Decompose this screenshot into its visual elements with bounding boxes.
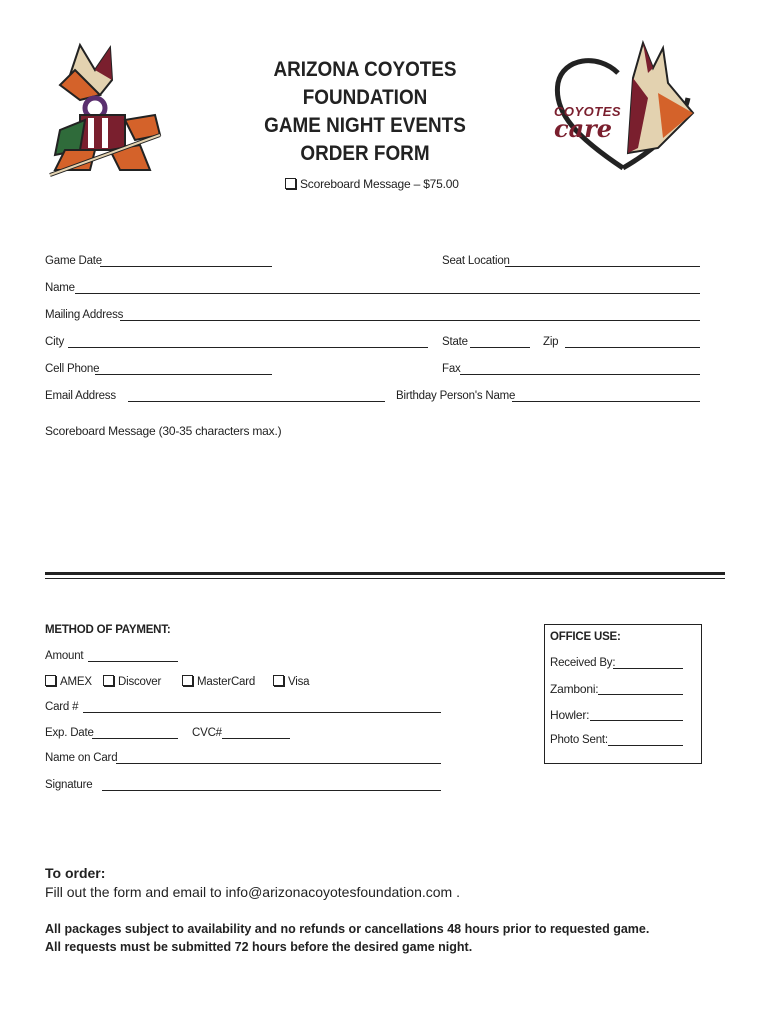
section-divider xyxy=(45,572,725,575)
checkbox-icon[interactable] xyxy=(273,675,284,686)
logo-text-coyotes: COYOTES xyxy=(554,104,622,119)
mailing-address-field[interactable] xyxy=(120,320,700,321)
scoreboard-message-area[interactable] xyxy=(45,442,700,562)
cell-phone-field[interactable] xyxy=(95,374,272,375)
birthday-name-label: Birthday Person's Name xyxy=(396,390,516,402)
card-number-field[interactable] xyxy=(83,712,441,713)
zip-label: Zip xyxy=(543,336,559,348)
cvc-field[interactable] xyxy=(222,738,290,739)
order-instructions: Fill out the form and email to info@arizonacoyotesfoundation.com . xyxy=(45,884,460,900)
cvc-label: CVC# xyxy=(192,727,222,739)
photo-sent-field[interactable] xyxy=(608,745,683,746)
game-date-label: Game Date xyxy=(45,255,103,267)
to-order-heading: To order: xyxy=(45,865,106,881)
mailing-address-label: Mailing Address xyxy=(45,309,124,321)
signature-field[interactable] xyxy=(102,790,441,791)
zip-field[interactable] xyxy=(565,347,700,348)
name-on-card-label: Name on Card xyxy=(45,752,118,764)
title-line-1: ARIZONA COYOTES FOUNDATION xyxy=(273,58,457,109)
photo-sent-label: Photo Sent: xyxy=(550,734,608,746)
city-field[interactable] xyxy=(68,347,428,348)
name-label: Name xyxy=(45,282,75,294)
policy-line-2: All requests must be submitted 72 hours before the desired game night. xyxy=(45,940,473,954)
seat-location-label: Seat Location xyxy=(442,255,510,267)
cell-phone-label: Cell Phone xyxy=(45,363,100,375)
checkbox-icon[interactable] xyxy=(45,675,56,686)
received-by-label: Received By: xyxy=(550,657,616,669)
zamboni-label: Zamboni: xyxy=(550,682,599,696)
discover-label: Discover xyxy=(118,676,162,688)
howler-field[interactable] xyxy=(590,720,683,721)
scoreboard-message-label: Scoreboard Message (30-35 characters max.) xyxy=(45,424,282,438)
fax-field[interactable] xyxy=(460,374,700,375)
mastercard-option[interactable] xyxy=(182,675,255,688)
email-address-field[interactable] xyxy=(128,401,385,402)
office-use-box xyxy=(544,624,702,764)
coyotes-kachina-logo xyxy=(40,40,175,180)
amex-label: AMEX xyxy=(60,676,92,688)
name-field[interactable] xyxy=(75,293,700,294)
form-title xyxy=(217,56,514,168)
mastercard-label: MasterCard xyxy=(197,676,256,688)
state-label: State xyxy=(442,336,468,348)
city-label: City xyxy=(45,336,65,348)
received-by-field[interactable] xyxy=(613,668,683,669)
fax-label: Fax xyxy=(442,363,461,375)
exp-date-field[interactable] xyxy=(92,738,178,739)
checkbox-icon[interactable] xyxy=(285,178,296,189)
zamboni-field[interactable] xyxy=(598,694,683,695)
seat-location-field[interactable] xyxy=(505,266,700,267)
birthday-name-field[interactable] xyxy=(512,401,700,402)
policy-line-1: All packages subject to availability and no refunds or cancellations 48 hours prior to requested game. xyxy=(45,922,650,936)
title-line-3: ORDER FORM xyxy=(300,142,430,165)
howler-label: Howler: xyxy=(550,708,590,722)
section-divider-thin xyxy=(45,578,725,579)
card-number-label: Card # xyxy=(45,701,79,713)
coyotes-care-logo xyxy=(548,38,698,178)
scoreboard-option[interactable] xyxy=(285,177,459,191)
amount-field[interactable] xyxy=(88,661,178,662)
checkbox-icon[interactable] xyxy=(182,675,193,686)
state-field[interactable] xyxy=(470,347,530,348)
discover-option[interactable] xyxy=(103,675,161,688)
visa-option[interactable] xyxy=(273,675,309,688)
logo-text-care: care xyxy=(554,114,613,143)
title-line-2: GAME NIGHT EVENTS xyxy=(264,114,466,137)
amex-option[interactable] xyxy=(45,675,92,688)
email-address-label: Email Address xyxy=(45,390,116,402)
scoreboard-option-label: Scoreboard Message – $75.00 xyxy=(300,177,459,191)
name-on-card-field[interactable] xyxy=(116,763,441,764)
office-heading: OFFICE USE: xyxy=(550,631,621,643)
game-date-field[interactable] xyxy=(100,266,272,267)
amount-label: Amount xyxy=(45,650,84,662)
payment-heading: METHOD OF PAYMENT: xyxy=(45,624,171,636)
signature-label: Signature xyxy=(45,779,93,791)
visa-label: Visa xyxy=(288,676,310,688)
checkbox-icon[interactable] xyxy=(103,675,114,686)
exp-date-label: Exp. Date xyxy=(45,727,94,739)
